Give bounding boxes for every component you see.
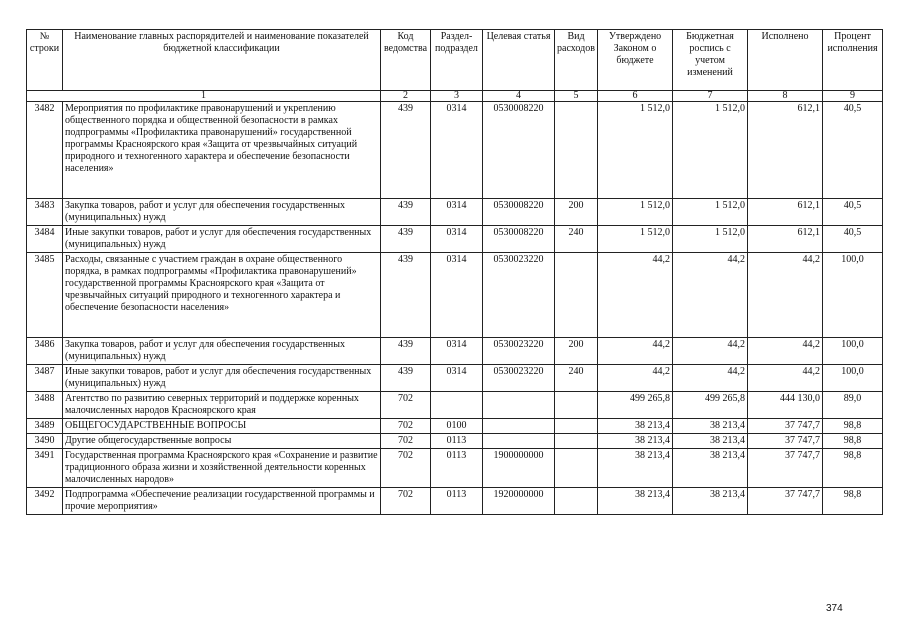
- table-row: [27, 449, 883, 488]
- column-number-row: [27, 91, 883, 102]
- row-name-cell: Мероприятия по профилактике правонарушений и укреплению общественного порядка и общественной безопасности в рамках подпрограммы «Профилактика правонарушений» государственной программы Красноярского края «Защита от чрезвычайных ситуаций природного и техногенного характера и обеспечение безопасности населения»: [63, 102, 381, 199]
- table-row: [27, 338, 883, 365]
- expense-type-cell: 240: [555, 365, 598, 392]
- execution-percent-cell: 100,0: [823, 253, 883, 338]
- executed-amount-cell: 612,1: [748, 226, 823, 253]
- target-article-cell: [483, 434, 555, 449]
- execution-percent-cell: 98,8: [823, 434, 883, 449]
- executed-amount-cell: 612,1: [748, 102, 823, 199]
- expense-type-cell: [555, 102, 598, 199]
- table-header: [27, 30, 883, 91]
- section-code-cell: 0113: [431, 488, 483, 515]
- column-number: 6: [598, 91, 673, 102]
- execution-percent-cell: 40,5: [823, 199, 883, 226]
- expense-type-cell: [555, 419, 598, 434]
- target-article-cell: [483, 419, 555, 434]
- row-number-cell: 3484: [27, 226, 63, 253]
- department-code-cell: 439: [381, 226, 431, 253]
- section-code-cell: 0314: [431, 199, 483, 226]
- row-number-cell: 3491: [27, 449, 63, 488]
- section-code-cell: [431, 392, 483, 419]
- col-header-target-article: Целевая статья: [483, 30, 555, 91]
- executed-amount-cell: 37 747,7: [748, 434, 823, 449]
- column-number: 8: [748, 91, 823, 102]
- target-article-cell: 1920000000: [483, 488, 555, 515]
- budget-schedule-amount-cell: 44,2: [673, 365, 748, 392]
- expense-type-cell: [555, 488, 598, 515]
- department-code-cell: 439: [381, 365, 431, 392]
- executed-amount-cell: 37 747,7: [748, 488, 823, 515]
- column-number: 4: [483, 91, 555, 102]
- target-article-cell: [483, 392, 555, 419]
- approved-amount-cell: 44,2: [598, 338, 673, 365]
- execution-percent-cell: 100,0: [823, 338, 883, 365]
- expense-type-cell: [555, 449, 598, 488]
- budget-schedule-amount-cell: 499 265,8: [673, 392, 748, 419]
- section-code-cell: 0314: [431, 365, 483, 392]
- row-name-cell: Иные закупки товаров, работ и услуг для обеспечения государственных (муниципальных) нужд: [63, 226, 381, 253]
- row-number-cell: 3488: [27, 392, 63, 419]
- department-code-cell: 702: [381, 392, 431, 419]
- executed-amount-cell: 44,2: [748, 253, 823, 338]
- executed-amount-cell: 612,1: [748, 199, 823, 226]
- execution-percent-cell: 40,5: [823, 226, 883, 253]
- department-code-cell: 439: [381, 253, 431, 338]
- department-code-cell: 702: [381, 419, 431, 434]
- approved-amount-cell: 1 512,0: [598, 199, 673, 226]
- col-header-executed: Исполнено: [748, 30, 823, 91]
- approved-amount-cell: 38 213,4: [598, 488, 673, 515]
- row-name-cell: Закупка товаров, работ и услуг для обеспечения государственных (муниципальных) нужд: [63, 199, 381, 226]
- target-article-cell: 0530023220: [483, 338, 555, 365]
- execution-percent-cell: 40,5: [823, 102, 883, 199]
- column-number: 2: [381, 91, 431, 102]
- row-number-cell: 3490: [27, 434, 63, 449]
- approved-amount-cell: 38 213,4: [598, 419, 673, 434]
- col-header-name: Наименование главных распорядителей и наименование показателей бюджетной классификации: [63, 30, 381, 91]
- department-code-cell: 439: [381, 102, 431, 199]
- column-number: 7: [673, 91, 748, 102]
- section-code-cell: 0113: [431, 449, 483, 488]
- budget-schedule-amount-cell: 38 213,4: [673, 449, 748, 488]
- row-name-cell: Иные закупки товаров, работ и услуг для обеспечения государственных (муниципальных) нужд: [63, 365, 381, 392]
- target-article-cell: 0530008220: [483, 199, 555, 226]
- row-name-cell: Закупка товаров, работ и услуг для обеспечения государственных (муниципальных) нужд: [63, 338, 381, 365]
- department-code-cell: 702: [381, 449, 431, 488]
- approved-amount-cell: 44,2: [598, 253, 673, 338]
- section-code-cell: 0314: [431, 253, 483, 338]
- row-number-cell: 3483: [27, 199, 63, 226]
- table-row: [27, 199, 883, 226]
- row-name-cell: Государственная программа Красноярского края «Сохранение и развитие традиционного образа жизни и хозяйственной деятельности коренных малочисленных народов»: [63, 449, 381, 488]
- table-row: [27, 102, 883, 199]
- approved-amount-cell: 1 512,0: [598, 226, 673, 253]
- table-row: [27, 253, 883, 338]
- col-header-section: Раздел-подраздел: [431, 30, 483, 91]
- execution-percent-cell: 98,8: [823, 419, 883, 434]
- approved-amount-cell: 44,2: [598, 365, 673, 392]
- expense-type-cell: [555, 253, 598, 338]
- budget-schedule-amount-cell: 44,2: [673, 253, 748, 338]
- row-number-cell: 3482: [27, 102, 63, 199]
- target-article-cell: 0530008220: [483, 102, 555, 199]
- column-number: 9: [823, 91, 883, 102]
- target-article-cell: 0530023220: [483, 365, 555, 392]
- row-name-cell: Другие общегосударственные вопросы: [63, 434, 381, 449]
- row-name-cell: Расходы, связанные с участием граждан в охране общественного порядка, в рамках подпрограммы «Профилактика правонарушений» государственной программы Красноярского края «Защита от чрезвычайных ситуаций природного и техногенного характера и обеспечение безопасности населения»: [63, 253, 381, 338]
- expense-type-cell: 200: [555, 338, 598, 365]
- column-number: 5: [555, 91, 598, 102]
- col-header-department-code: Код ведомства: [381, 30, 431, 91]
- row-number-cell: 3485: [27, 253, 63, 338]
- column-number: 3: [431, 91, 483, 102]
- expense-type-cell: 200: [555, 199, 598, 226]
- executed-amount-cell: 44,2: [748, 365, 823, 392]
- approved-amount-cell: 1 512,0: [598, 102, 673, 199]
- table-row: [27, 419, 883, 434]
- approved-amount-cell: 499 265,8: [598, 392, 673, 419]
- department-code-cell: 702: [381, 434, 431, 449]
- col-header-budget-schedule: Бюджетная роспись с учетом изменений: [673, 30, 748, 91]
- row-name-cell: Подпрограмма «Обеспечение реализации государственной программы и прочие мероприятия»: [63, 488, 381, 515]
- executed-amount-cell: 37 747,7: [748, 419, 823, 434]
- executed-amount-cell: 44,2: [748, 338, 823, 365]
- col-header-expense-type: Вид расходов: [555, 30, 598, 91]
- execution-percent-cell: 98,8: [823, 449, 883, 488]
- col-header-approved: Утверждено Законом о бюджете: [598, 30, 673, 91]
- col-header-percent: Процент исполнения: [823, 30, 883, 91]
- execution-percent-cell: 89,0: [823, 392, 883, 419]
- row-number-cell: 3487: [27, 365, 63, 392]
- row-number-cell: 3489: [27, 419, 63, 434]
- page-number: 374: [826, 603, 843, 614]
- approved-amount-cell: 38 213,4: [598, 449, 673, 488]
- table-row: [27, 392, 883, 419]
- row-number-cell: 3492: [27, 488, 63, 515]
- expense-type-cell: 240: [555, 226, 598, 253]
- table-row: [27, 434, 883, 449]
- expense-type-cell: [555, 434, 598, 449]
- expense-type-cell: [555, 392, 598, 419]
- column-number: 1: [27, 91, 381, 102]
- department-code-cell: 702: [381, 488, 431, 515]
- budget-schedule-amount-cell: 1 512,0: [673, 226, 748, 253]
- row-name-cell: Агентство по развитию северных территорий и поддержке коренных малочисленных народов Красноярского края: [63, 392, 381, 419]
- section-code-cell: 0314: [431, 226, 483, 253]
- col-header-row-number: № строки: [27, 30, 63, 91]
- budget-schedule-amount-cell: 38 213,4: [673, 419, 748, 434]
- table-row: [27, 226, 883, 253]
- target-article-cell: 0530008220: [483, 226, 555, 253]
- budget-schedule-amount-cell: 1 512,0: [673, 102, 748, 199]
- execution-percent-cell: 100,0: [823, 365, 883, 392]
- target-article-cell: 0530023220: [483, 253, 555, 338]
- budget-execution-table: [26, 29, 883, 515]
- budget-schedule-amount-cell: 38 213,4: [673, 434, 748, 449]
- section-code-cell: 0100: [431, 419, 483, 434]
- row-name-cell: ОБЩЕГОСУДАРСТВЕННЫЕ ВОПРОСЫ: [63, 419, 381, 434]
- row-number-cell: 3486: [27, 338, 63, 365]
- department-code-cell: 439: [381, 338, 431, 365]
- budget-schedule-amount-cell: 44,2: [673, 338, 748, 365]
- department-code-cell: 439: [381, 199, 431, 226]
- budget-schedule-amount-cell: 1 512,0: [673, 199, 748, 226]
- budget-schedule-amount-cell: 38 213,4: [673, 488, 748, 515]
- section-code-cell: 0314: [431, 338, 483, 365]
- executed-amount-cell: 37 747,7: [748, 449, 823, 488]
- section-code-cell: 0314: [431, 102, 483, 199]
- executed-amount-cell: 444 130,0: [748, 392, 823, 419]
- table-row: [27, 365, 883, 392]
- target-article-cell: 1900000000: [483, 449, 555, 488]
- approved-amount-cell: 38 213,4: [598, 434, 673, 449]
- section-code-cell: 0113: [431, 434, 483, 449]
- execution-percent-cell: 98,8: [823, 488, 883, 515]
- table-row: [27, 488, 883, 515]
